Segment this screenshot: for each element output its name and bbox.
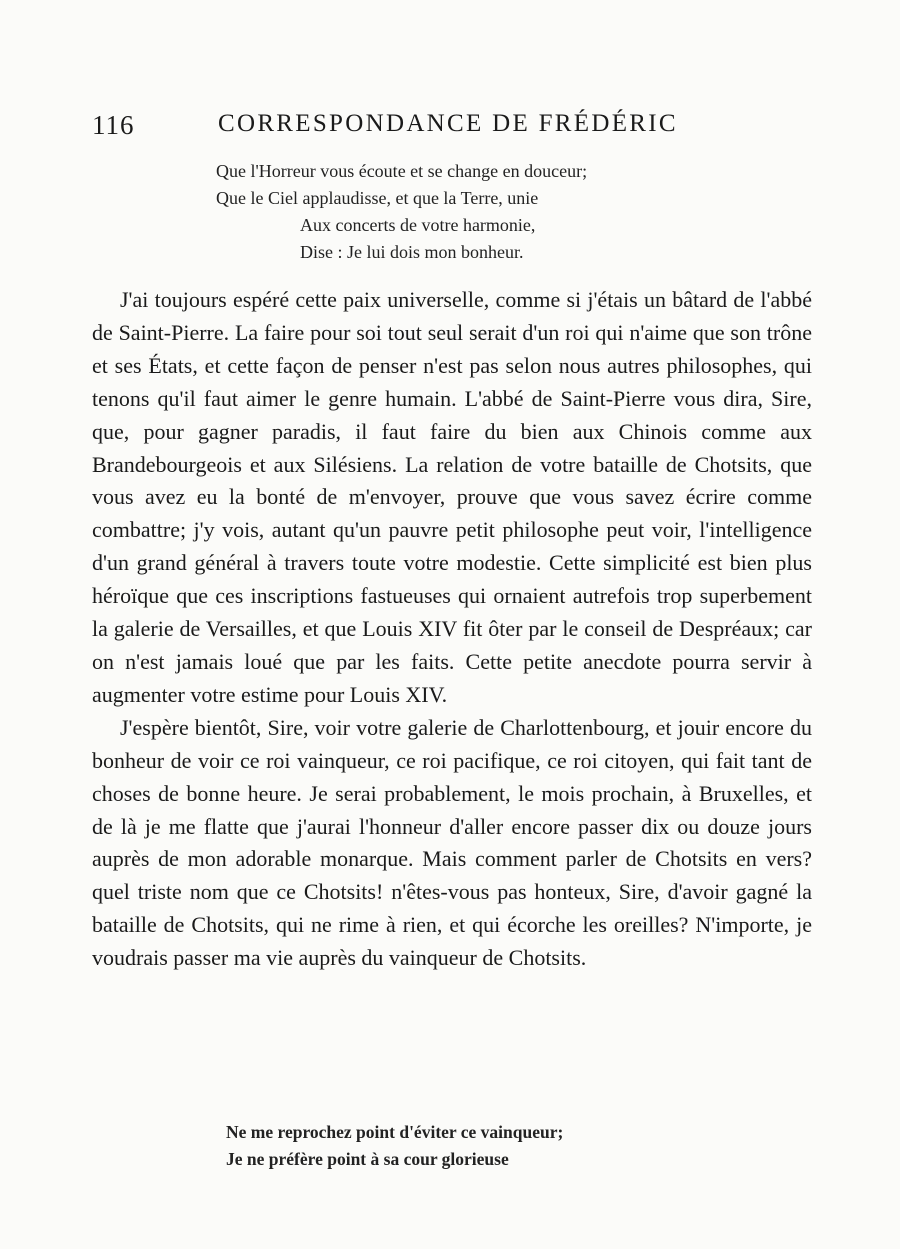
page-number: 116 bbox=[92, 110, 135, 140]
paragraph: J'espère bientôt, Sire, voir votre galerie de Charlottenbourg, et jouir encore du bonheur de voir ce roi vainqueur, ce roi pacifique, ce roi citoyen, qui fait tant de choses de bonne heure. Je serai probablement, le mois prochain, à Bruxelles, et de là je me flatte que j'aurai l'honneur d'aller encore passer dix ou douze jours auprès de mon adorable monarque. Mais comment parler de Chotsits en vers? quel triste nom que ce Chotsits! n'êtes-vous pas honteux, Sire, d'avoir gagné la bataille de Chotsits, qui ne rime à rien, et qui écorche les oreilles? N'importe, je voudrais passer ma vie auprès du vainqueur de Chotsits. bbox=[92, 714, 812, 971]
page-header bbox=[92, 110, 812, 144]
verse-line: Aux concerts de votre harmonie, bbox=[300, 215, 536, 235]
verse-block-top bbox=[216, 158, 587, 266]
verse-line: Que l'Horreur vous écoute et se change en douceur; bbox=[216, 161, 588, 181]
verse-block-bottom bbox=[226, 1119, 563, 1173]
paragraph: J'ai toujours espéré cette paix universelle, comme si j'étais un bâtard de l'abbé de Saint-Pierre. La faire pour soi tout seul serait d'un roi qui n'aime que son trône et ses États, et cette façon de penser n'est pas selon nous autres philosophes, qui tenons qu'il faut aimer le genre humain. L'abbé de Saint-Pierre vous dira, Sire, que, pour gagner paradis, il faut faire du bien aux Chinois comme aux Brandebourgeois et aux Silésiens. La relation de votre bataille de Chotsits, que vous avez eu la bonté de m'envoyer, prouve que vous savez écrire comme combattre; j'y vois, autant qu'un pauvre petit philosophe peut voir, l'intelligence d'un grand général à travers toute votre modestie. Cette simplicité est bien plus héroïque que ces inscriptions fastueuses qui ornaient autrefois trop superbement la galerie de Versailles, et que Louis XIV fit ôter par le conseil de Despréaux; car on n'est jamais loué que par les faits. Cette petite anecdote pourra servir à augmenter votre estime pour Louis XIV. bbox=[92, 287, 812, 707]
verse-line: Ne me reprochez point d'éviter ce vainqueur; bbox=[226, 1122, 564, 1142]
verse-line: Que le Ciel applaudisse, et que la Terre, unie bbox=[216, 188, 539, 208]
prose-body bbox=[92, 284, 812, 975]
verse-line: Dise : Je lui dois mon bonheur. bbox=[300, 242, 524, 262]
verse-line: Je ne préfère point à sa cour glorieuse bbox=[226, 1149, 509, 1169]
running-title: CORRESPONDANCE DE FRÉDÉRIC bbox=[218, 110, 678, 137]
